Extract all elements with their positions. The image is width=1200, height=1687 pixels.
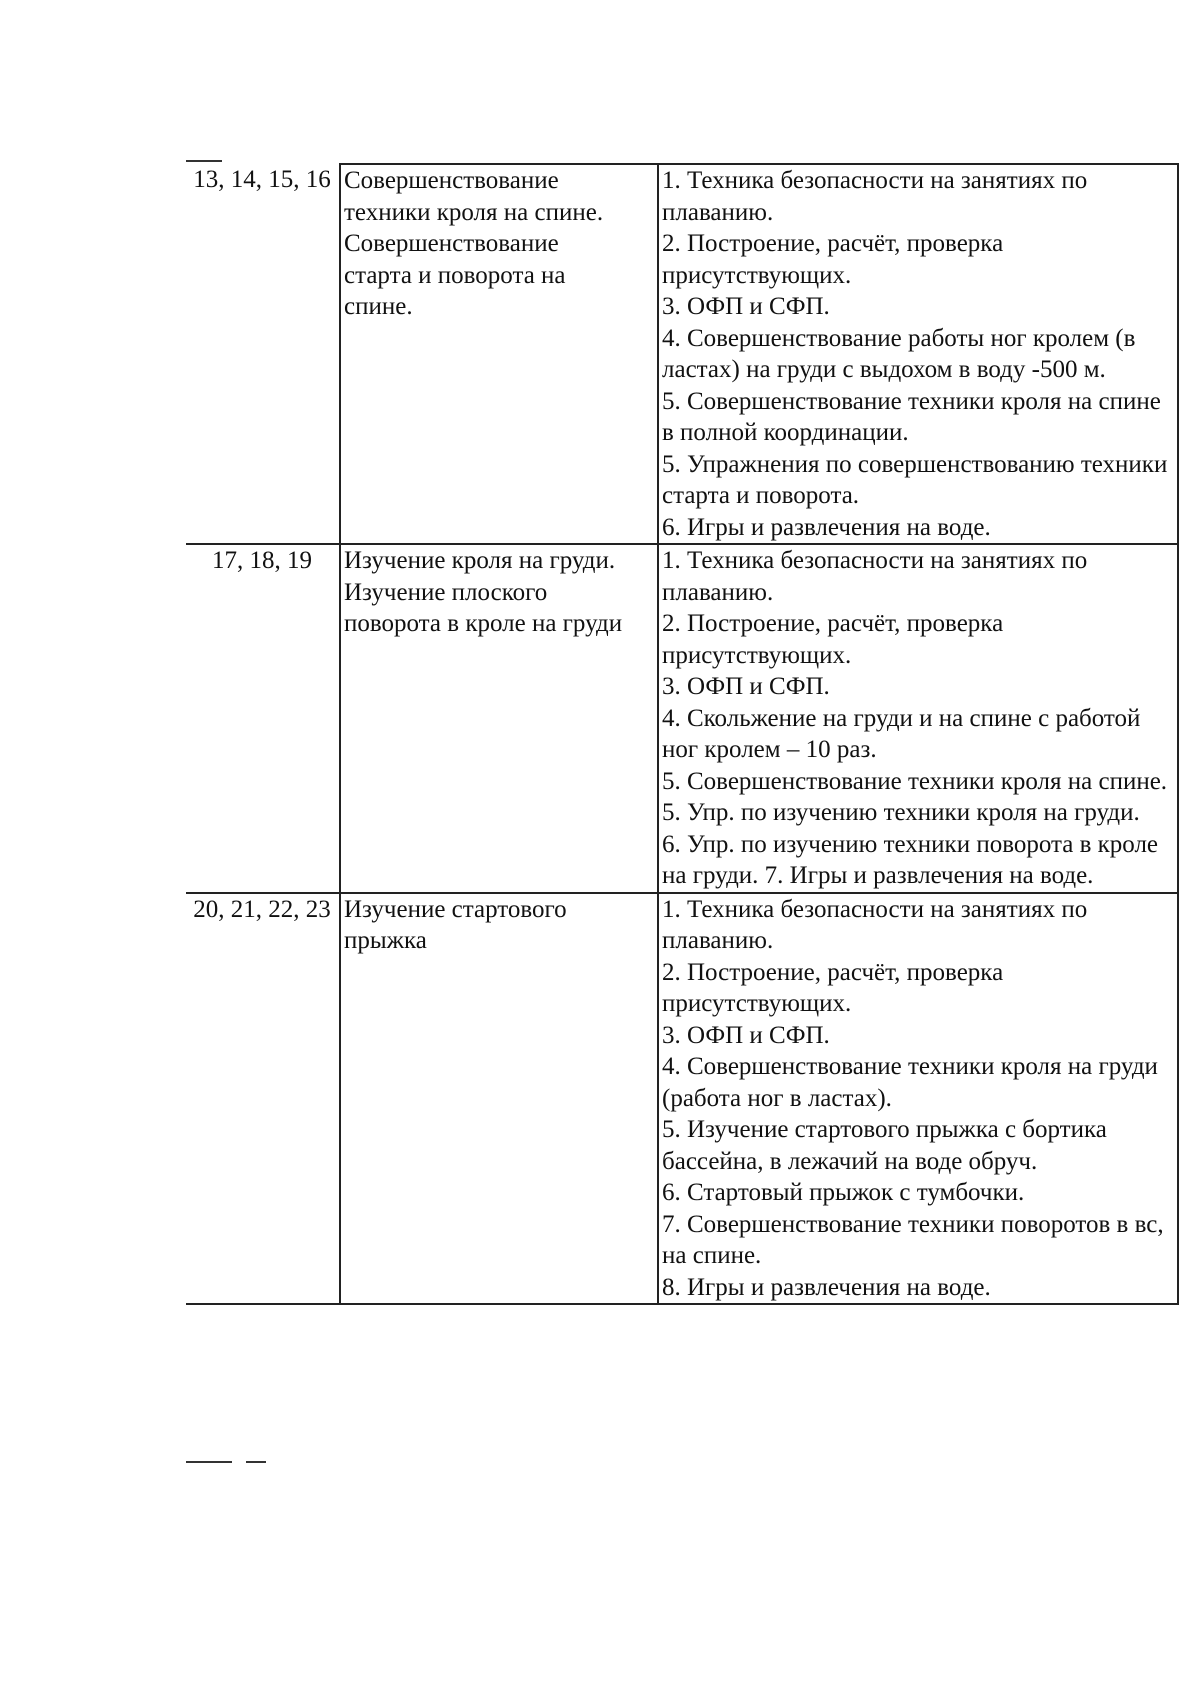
content-item: 5. Совершенствование техники кроля на спине. [662,767,1168,795]
topic-line: Изучение плоского [344,578,548,606]
lesson-content [658,164,1178,544]
lesson-content [658,544,1178,893]
table-row [186,164,1178,544]
content-item: 2. Построение, расчёт, проверка присутствующих. [662,958,1004,1017]
scan-dash [186,160,222,162]
content-item: 1. Техника безопасности на занятиях по плаванию. [662,547,1088,606]
content-item: 6. Стартовый прыжок с тумбочки. [662,1179,1025,1206]
topic-line: поворота в кроле на груди [344,610,623,637]
table-row [186,544,1178,893]
topic-line: техники кроля на спине. [344,198,604,226]
lesson-numbers: 20, 21, 22, 23 [186,893,340,1305]
topic-line: Совершенствование [344,167,559,194]
content-item: 5. Упражнения по совершенствованию техники старта и поворота. [662,450,1168,509]
content-item: 5. Совершенствование техники кроля на спине в полной координации. [662,387,1161,446]
content-item: 4. Совершенствование техники кроля на груди (работа ног в ластах). [662,1053,1158,1112]
lesson-numbers: 17, 18, 19 [186,544,340,893]
content-item: 6. Игры и развлечения на воде. [662,513,991,541]
lesson-numbers: 13, 14, 15, 16 [186,164,340,544]
topic-line: прыжка [344,927,427,954]
lesson-plan-table [186,163,1179,1305]
content-item: 3. ОФП и СФП. [662,293,830,320]
topic-line: Совершенствование [344,230,559,257]
topic-line: старта и поворота на [344,261,566,289]
table-row [186,893,1178,1305]
lesson-topic [340,893,658,1305]
content-item: 1. Техника безопасности на занятиях по плаванию. [662,895,1088,954]
topic-line: Изучение стартового [344,895,567,923]
topic-line: Изучение кроля на груди. [344,547,616,574]
content-item: 5. Упр. по изучению техники кроля на груди. [662,799,1140,826]
topic-line: спине. [344,293,413,320]
lesson-topic [340,544,658,893]
content-item: 2. Построение, расчёт, проверка присутствующих. [662,230,1004,289]
content-item: 1. Техника безопасности на занятиях по плаванию. [662,167,1088,226]
scan-dash [246,1461,266,1463]
content-item: 5. Изучение стартового прыжка с бортика бассейна, в лежачий на воде обруч. [662,1116,1107,1175]
scan-dash [186,1461,232,1463]
content-item: 7. Совершенствование техники поворотов в вс, на спине. [662,1210,1164,1269]
content-item: 4. Совершенствование работы ног кролем (в ластах) на груди с выдохом в воду -500 м. [662,324,1136,383]
content-item: 3. ОФП и СФП. [662,1021,830,1049]
content-item: 6. Упр. по изучению техники поворота в кроле на груди. 7. Игры и развлечения на воде. [662,830,1159,889]
content-item: 8. Игры и развлечения на воде. [662,1273,991,1301]
content-item: 3. ОФП и СФП. [662,673,830,700]
content-item: 4. Скольжение на груди и на спине с работой ног кролем – 10 раз. [662,704,1141,763]
lesson-content [658,893,1178,1305]
content-item: 2. Построение, расчёт, проверка присутствующих. [662,610,1004,669]
lesson-topic [340,164,658,544]
